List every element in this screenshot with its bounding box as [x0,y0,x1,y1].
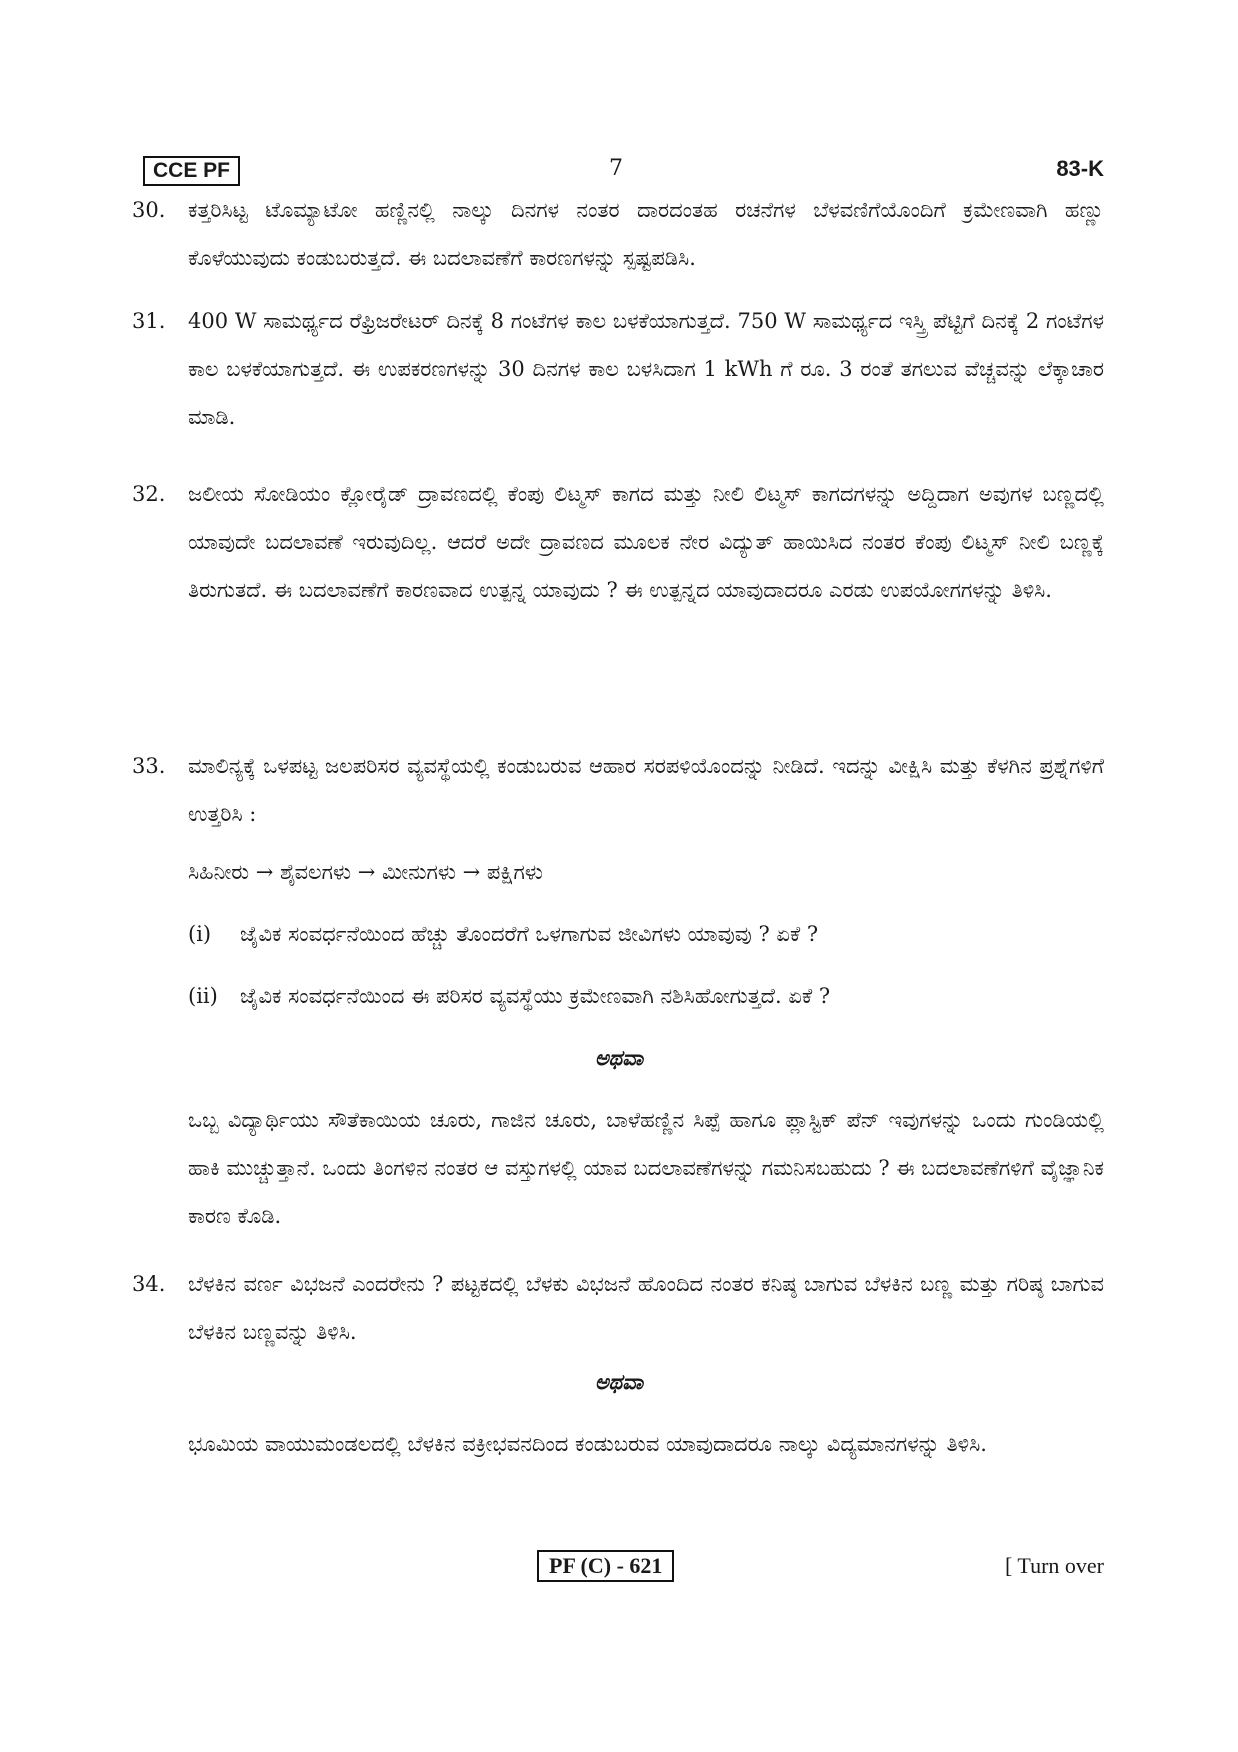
question-text: ಜಲೀಯ ಸೋಡಿಯಂ ಕ್ಲೋರೈಡ್ ದ್ರಾವಣದಲ್ಲಿ ಕೆಂಪು ಲಿಟ್ಮಸ್ ಕಾಗದ ಮತ್ತು ನೀಲಿ ಲಿಟ್ಮಸ್ ಕಾಗದಗಳನ್ನು ಅದ್ದಿದಾಗ ಅವುಗಳ ಬಣ್ಣದಲ್ಲಿ ಯಾವುದೇ ಬದಲಾವಣೆ ಇರುವುದಿಲ್ಲ. ಆದರೆ ಅದೇ ದ್ರಾವಣದ ಮೂಲಕ ನೇರ ವಿದ್ಯುತ್ ಹಾಯಿಸಿದ ನಂತರ ಕೆಂಪು ಲಿಟ್ಮಸ್ ನೀಲಿ ಬಣ್ಣಕ್ಕೆ ತಿರುಗುತದೆ. ಈ ಬದಲಾವಣೆಗೆ ಕಾರಣವಾದ ಉತ್ಪನ್ನ ಯಾವುದು ? ಈ ಉತ್ಪನ್ನದ ಯಾವುದಾದರೂ ಎರಡು ಉಪಯೋಗಗಳನ್ನು ತಿಳಿಸಿ. [188,482,1104,602]
question-number: 34. [132,1272,166,1296]
question-32 [132,470,1104,614]
or-separator: ಅಥವಾ [594,1369,644,1394]
food-chain: ಸಿಹಿನೀರು → ಶೈವಲಗಳು → ಮೀನುಗಳು → ಪಕ್ಷಿಗಳು [188,860,543,884]
question-31 [132,297,1104,441]
page-number: 7 [609,156,623,181]
turn-over-label: [ Turn over [1004,1553,1104,1578]
sub-question-text: ಜೈವಿಕ ಸಂವರ್ಧನೆಯಿಂದ ಹೆಚ್ಚು ತೊಂದರೆಗೆ ಒಳಗಾಗುವ ಜೀವಿಗಳು ಯಾವುವು ? ಏಕೆ ? [240,922,819,946]
alternative-question: ಭೂಮಿಯ ವಾಯುಮಂಡಲದಲ್ಲಿ ಬೆಳಕಿನ ವಕ್ರೀಭವನದಿಂದ ಕಂಡುಬರುವ ಯಾವುದಾದರೂ ನಾಲ್ಕು ವಿದ್ಯಮಾನಗಳನ್ನು ತಿಳಿಸಿ. [188,1432,987,1456]
exam-code-box: CCE PF [143,156,240,186]
page-header [143,156,1104,188]
question-text: ಬೆಳಕಿನ ವರ್ಣ ವಿಭಜನೆ ಎಂದರೇನು ? ಪಟ್ಟಕದಲ್ಲಿ ಬೆಳಕು ವಿಭಜನೆ ಹೊಂದಿದ ನಂತರ ಕನಿಷ್ಠ ಬಾಗುವ ಬೆಳಕಿನ ಬಣ್ಣ ಮತ್ತು ಗರಿಷ್ಠ ಬಾಗುವ ಬೆಳಕಿನ ಬಣ್ಣವನ್ನು ತಿಳಿಸಿ. [188,1272,1104,1344]
question-text: ಕತ್ತರಿಸಿಟ್ಟ ಟೊಮ್ಯಾಟೋ ಹಣ್ಣಿನಲ್ಲಿ ನಾಲ್ಕು ದಿನಗಳ ನಂತರ ದಾರದಂತಹ ರಚನೆಗಳ ಬೆಳವಣಿಗೆಯೊಂದಿಗೆ ಕ್ರಮೇಣವಾಗಿ ಹಣ್ಣು ಕೊಳೆಯುವುದು ಕಂಡುಬರುತ್ತದೆ. ಈ ಬದಲಾವಣೆಗೆ ಕಾರಣಗಳನ್ನು ಸ್ಪಷ್ಟಪಡಿಸಿ. [188,198,1104,270]
question-number: 31. [132,309,166,333]
question-34 [132,1260,1104,1356]
sub-question-label: (i) [188,922,212,946]
question-33 [132,742,1104,838]
question-text: ಮಾಲಿನ್ಯಕ್ಕೆ ಒಳಪಟ್ಟ ಜಲಪರಿಸರ ವ್ಯವಸ್ಥೆಯಲ್ಲಿ ಕಂಡುಬರುವ ಆಹಾರ ಸರಪಳಿಯೊಂದನ್ನು ನೀಡಿದೆ. ಇದನ್ನು ವೀಕ್ಷಿಸಿ ಮತ್ತು ಕೆಳಗಿನ ಪ್ರಶ್ನೆಗಳಿಗೆ ಉತ್ತರಿಸಿ : [188,754,1104,826]
question-number: 32. [132,482,166,506]
paper-code: 83-K [1056,156,1104,181]
sub-question-text: ಜೈವಿಕ ಸಂವರ್ಧನೆಯಿಂದ ಈ ಪರಿಸರ ವ್ಯವಸ್ಥೆಯು ಕ್ರಮೇಣವಾಗಿ ನಶಿಸಿಹೋಗುತ್ತದೆ. ಏಕೆ ? [240,984,831,1008]
sub-question-label: (ii) [188,984,218,1008]
footer-code-box: PF (C) - 621 [537,1550,674,1582]
question-number: 30. [132,198,166,222]
question-30 [132,186,1104,282]
or-separator: ಅಥವಾ [594,1045,644,1070]
sub-question-i [188,910,1088,958]
alternative-question: ಒಬ್ಬ ವಿದ್ಯಾರ್ಥಿಯು ಸೌತೆಕಾಯಿಯ ಚೂರು, ಗಾಜಿನ ಚೂರು, ಬಾಳೆಹಣ್ಣಿನ ಸಿಪ್ಪೆ ಹಾಗೂ ಪ್ಲಾಸ್ಟಿಕ್ ಪೆನ್ ಇವುಗಳನ್ನು ಒಂದು ಗುಂಡಿಯಲ್ಲಿ ಹಾಕಿ ಮುಚ್ಚುತ್ತಾನೆ. ಒಂದು ತಿಂಗಳಿನ ನಂತರ ಆ ವಸ್ತುಗಳಲ್ಲಿ ಯಾವ ಬದಲಾವಣೆಗಳನ್ನು ಗಮನಿಸಬಹುದು ? ಈ ಬದಲಾವಣೆಗಳಿಗೆ ವೈಜ್ಞಾನಿಕ ಕಾರಣ ಕೊಡಿ. [188,1108,1104,1228]
question-text: 400 W ಸಾಮರ್ಥ್ಯದ ರೆಫ್ರಿಜರೇಟರ್ ದಿನಕ್ಕೆ 8 ಗಂಟೆಗಳ ಕಾಲ ಬಳಕೆಯಾಗುತ್ತದೆ. 750 W ಸಾಮರ್ಥ್ಯದ ಇಸ್ತ್ರಿ ಪೆಟ್ಟಿಗೆ ದಿನಕ್ಕೆ 2 ಗಂಟೆಗಳ ಕಾಲ ಬಳಕೆಯಾಗುತ್ತದೆ. ಈ ಉಪಕರಣಗಳನ್ನು 30 ದಿನಗಳ ಕಾಲ ಬಳಸಿದಾಗ 1 kWh ಗೆ ರೂ. 3 ರಂತೆ ತಗಲುವ ವೆಚ್ಚವನ್ನು ಲೆಕ್ಕಾಚಾರ ಮಾಡಿ. [188,309,1104,429]
question-number: 33. [132,754,166,778]
sub-question-ii [188,972,1088,1020]
